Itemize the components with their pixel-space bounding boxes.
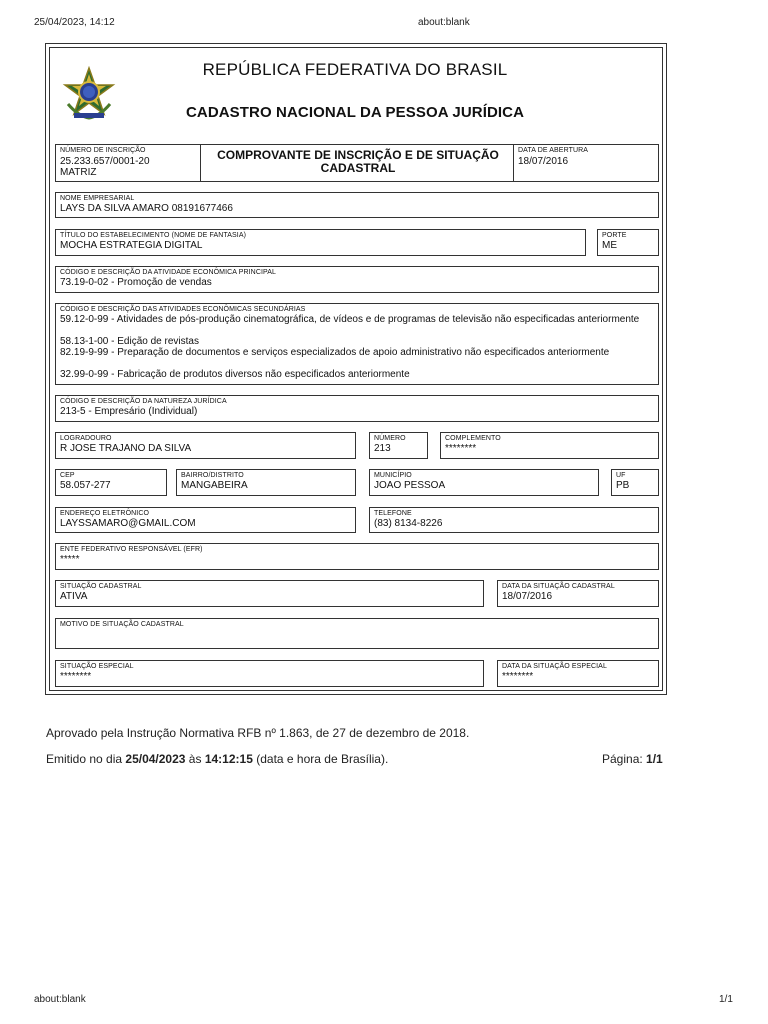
bairro-label: BAIRRO/DISTRITO	[181, 472, 244, 479]
cep-value: 58.057-277	[60, 480, 111, 491]
data-situacao-especial-box	[497, 660, 659, 687]
natureza-juridica-label: CÓDIGO E DESCRIÇÃO DA NATUREZA JURÍDICA	[60, 398, 227, 405]
numero-value: 213	[374, 443, 391, 454]
emitido-data: 25/04/2023	[125, 752, 186, 766]
atividade-principal-value: 73.19-0-02 - Promoção de vendas	[60, 277, 212, 288]
natureza-juridica-value: 213-5 - Empresário (Individual)	[60, 406, 198, 417]
bairro-box	[176, 469, 356, 496]
numero-inscricao-box	[55, 144, 201, 182]
data-situacao-box	[497, 580, 659, 607]
porte-value: ME	[602, 240, 617, 251]
municipio-value: JOAO PESSOA	[374, 480, 446, 491]
email-label: ENDEREÇO ELETRÔNICO	[60, 510, 150, 517]
numero-box	[369, 432, 428, 459]
efr-value: *****	[60, 554, 80, 565]
data-situacao-value: 18/07/2016	[502, 591, 553, 602]
data-abertura-value: 18/07/2016	[518, 156, 569, 167]
emitido-hora: 14:12:15	[204, 752, 253, 766]
print-footer-url: about:blank	[34, 994, 86, 1005]
natureza-juridica-box	[55, 395, 659, 422]
pagina-text	[602, 752, 663, 766]
nome-empresarial-box	[55, 192, 659, 218]
numero-inscricao-value: 25.233.657/0001-20	[60, 156, 150, 167]
atividade-secundaria-item: 59.12-0-99 - Atividades de pós-produção cinematográfica, de vídeos e de programas de televisão não especificadas anteriormente	[60, 314, 640, 325]
numero-inscricao-tipo: MATRIZ	[60, 167, 97, 178]
situacao-especial-label: SITUAÇÃO ESPECIAL	[60, 663, 134, 670]
cep-box	[55, 469, 167, 496]
telefone-value: (83) 8134-8226	[374, 518, 443, 529]
motivo-box	[55, 618, 659, 649]
emitido-as: às	[188, 752, 202, 766]
aprovado-text: Aprovado pela Instrução Normativa RFB nº 1.863, de 27 de dezembro de 2018.	[46, 726, 470, 740]
emitido-prefix: Emitido no dia	[46, 752, 123, 766]
situacao-especial-box	[55, 660, 484, 687]
doc-subtitle: CADASTRO NACIONAL DA PESSOA JURÍDICA	[185, 104, 525, 121]
data-abertura-label: DATA DE ABERTURA	[518, 147, 589, 154]
pagina-value: 1/1	[646, 752, 663, 766]
atividades-secundarias-label: CÓDIGO E DESCRIÇÃO DAS ATIVIDADES ECONÔMICAS SECUNDÁRIAS	[60, 306, 306, 313]
efr-box	[55, 543, 659, 570]
print-datetime: 25/04/2023, 14:12	[34, 17, 115, 28]
telefone-label: TELEFONE	[374, 510, 412, 517]
uf-value: PB	[616, 480, 630, 491]
porte-box	[597, 229, 659, 256]
data-situacao-especial-value: ********	[502, 671, 534, 682]
email-value: LAYSSAMARO@GMAIL.COM	[60, 518, 196, 529]
nome-empresarial-value: LAYS DA SILVA AMARO 08191677466	[60, 203, 233, 214]
comprovante-line2: CADASTRAL	[320, 161, 396, 175]
pagina-label: Página:	[602, 752, 643, 766]
complemento-box	[440, 432, 659, 459]
atividade-principal-box	[55, 266, 659, 293]
titulo-estabelecimento-label: TÍTULO DO ESTABELECIMENTO (NOME DE FANTASIA)	[60, 232, 247, 239]
logradouro-box	[55, 432, 356, 459]
complemento-label: COMPLEMENTO	[445, 435, 501, 442]
email-box	[55, 507, 356, 533]
print-footer-page: 1/1	[719, 994, 733, 1005]
atividade-secundaria-item: 32.99-0-99 - Fabricação de produtos diversos não especificados anteriormente	[60, 369, 410, 380]
data-situacao-especial-label: DATA DA SITUAÇÃO ESPECIAL	[502, 663, 607, 670]
situacao-cadastral-value: ATIVA	[60, 591, 88, 602]
titulo-estabelecimento-box	[55, 229, 586, 256]
emitido-suffix: (data e hora de Brasília).	[256, 752, 389, 766]
situacao-cadastral-label: SITUAÇÃO CADASTRAL	[60, 583, 142, 590]
logradouro-label: LOGRADOURO	[60, 435, 112, 442]
numero-label: NÚMERO	[374, 435, 406, 442]
coat-of-arms-icon	[60, 66, 118, 122]
uf-label: UF	[616, 472, 626, 479]
complemento-value: ********	[445, 443, 477, 454]
comprovante-box	[200, 144, 514, 182]
logradouro-value: R JOSE TRAJANO DA SILVA	[60, 443, 192, 454]
porte-label: PORTE	[602, 232, 627, 239]
data-situacao-label: DATA DA SITUAÇÃO CADASTRAL	[502, 583, 615, 590]
situacao-especial-value: ********	[60, 671, 92, 682]
titulo-estabelecimento-value: MOCHA ESTRATEGIA DIGITAL	[60, 240, 203, 251]
atividade-principal-label: CÓDIGO E DESCRIÇÃO DA ATIVIDADE ECONÔMICA PRINCIPAL	[60, 269, 277, 276]
municipio-box	[369, 469, 599, 496]
nome-empresarial-label: NOME EMPRESARIAL	[60, 195, 135, 202]
motivo-label: MOTIVO DE SITUAÇÃO CADASTRAL	[60, 621, 184, 628]
uf-box	[611, 469, 659, 496]
situacao-cadastral-box	[55, 580, 484, 607]
efr-label: ENTE FEDERATIVO RESPONSÁVEL (EFR)	[60, 546, 203, 553]
municipio-label: MUNICÍPIO	[374, 472, 412, 479]
numero-inscricao-label: NÚMERO DE INSCRIÇÃO	[60, 147, 146, 154]
atividade-secundaria-item: 82.19-9-99 - Preparação de documentos e serviços especializados de apoio administrativo não especificados anteriormente	[60, 347, 610, 358]
bairro-value: MANGABEIRA	[181, 480, 248, 491]
print-url: about:blank	[418, 17, 470, 28]
atividade-secundaria-item: 58.13-1-00 - Edição de revistas	[60, 336, 199, 347]
data-abertura-box	[513, 144, 659, 182]
telefone-box	[369, 507, 659, 533]
emitido-text	[46, 752, 388, 766]
doc-title: REPÚBLICA FEDERATIVA DO BRASIL	[202, 60, 508, 79]
cep-label: CEP	[60, 472, 75, 479]
atividades-secundarias-box	[55, 303, 659, 385]
comprovante-line1: COMPROVANTE DE INSCRIÇÃO E DE SITUAÇÃO	[217, 148, 499, 162]
